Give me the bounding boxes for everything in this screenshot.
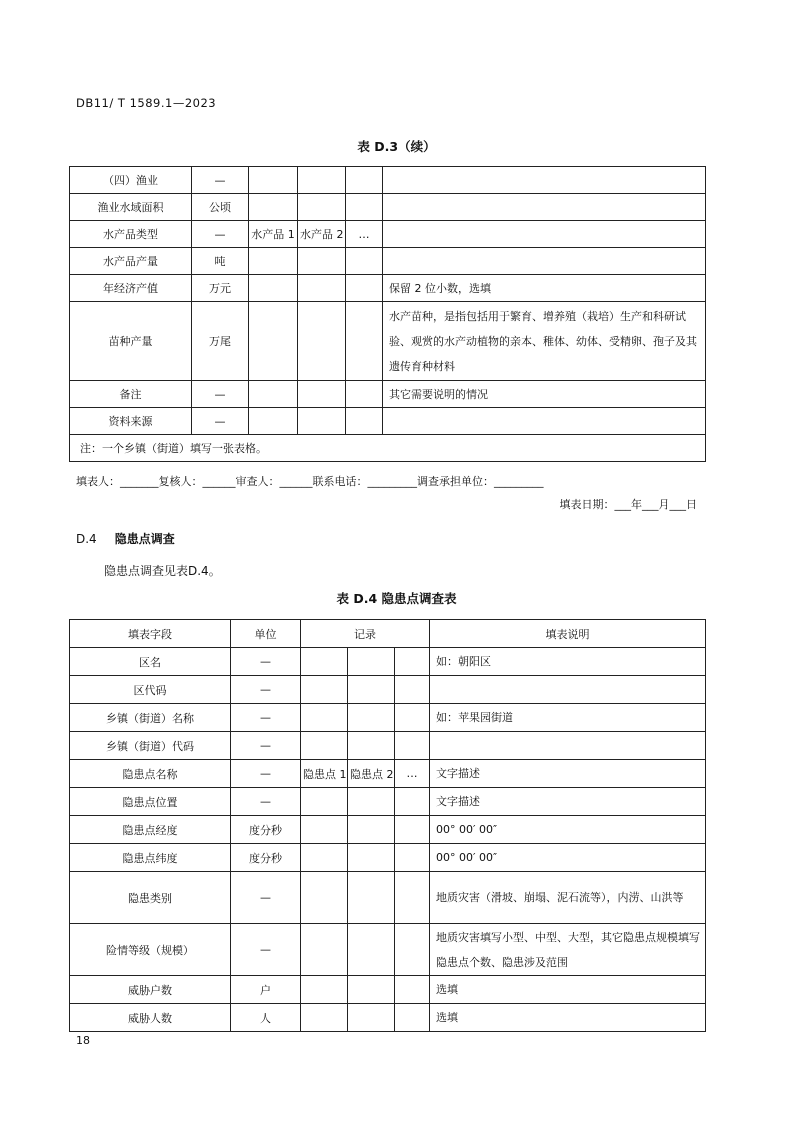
page-number: 18 xyxy=(76,1034,90,1047)
cell-field: 区名 xyxy=(70,648,231,676)
cell-field: 威胁人数 xyxy=(70,1004,231,1032)
cell-r2 xyxy=(348,872,395,924)
cell-field: 水产品产量 xyxy=(70,248,192,275)
header-desc: 填表说明 xyxy=(430,620,706,648)
table-d4-caption: 表 D.4 隐患点调查表 xyxy=(336,591,457,606)
table-row xyxy=(70,924,706,976)
table-row xyxy=(70,381,706,408)
cell-unit: — xyxy=(231,732,301,760)
cell-r3 xyxy=(346,408,383,435)
cell-desc: 如：朝阳区 xyxy=(430,648,706,676)
cell-r3 xyxy=(346,381,383,408)
cell-r2 xyxy=(348,648,395,676)
section-paragraph: 隐患点调查见表D.4。 xyxy=(104,564,221,578)
cell-r2: 隐患点 2 xyxy=(348,760,395,788)
cell-r1 xyxy=(249,381,298,408)
cell-desc xyxy=(383,248,706,275)
cell-desc xyxy=(383,194,706,221)
cell-desc xyxy=(430,676,706,704)
cell-r2 xyxy=(298,194,346,221)
cell-unit: 度分秒 xyxy=(231,844,301,872)
cell-desc xyxy=(383,221,706,248)
cell-unit: — xyxy=(192,408,249,435)
table-row xyxy=(70,844,706,872)
cell-r2 xyxy=(348,732,395,760)
cell-r1 xyxy=(301,648,348,676)
cell-unit: — xyxy=(231,760,301,788)
cell-r3 xyxy=(346,275,383,302)
cell-r3: … xyxy=(346,221,383,248)
cell-field: 渔业水域面积 xyxy=(70,194,192,221)
cell-field: 险情等级（规模） xyxy=(70,924,231,976)
cell-desc: 水产苗种，是指包括用于繁育、增养殖（栽培）生产和科研试验、观赏的水产动植物的亲本、稚体、幼体、受精卵、孢子及其遗传育种材料 xyxy=(383,302,706,381)
cell-desc: 选填 xyxy=(430,976,706,1004)
cell-r3 xyxy=(346,302,383,381)
cell-r1: 隐患点 1 xyxy=(301,760,348,788)
cell-field: 备注 xyxy=(70,381,192,408)
table-row xyxy=(70,788,706,816)
cell-desc: 选填 xyxy=(430,1004,706,1032)
cell-unit: — xyxy=(231,704,301,732)
table-row xyxy=(70,676,706,704)
cell-r3 xyxy=(395,976,430,1004)
cell-unit: — xyxy=(231,872,301,924)
cell-r3 xyxy=(395,732,430,760)
cell-r3 xyxy=(395,844,430,872)
header-field: 填表字段 xyxy=(70,620,231,648)
cell-unit: 吨 xyxy=(192,248,249,275)
cell-desc: 文字描述 xyxy=(430,760,706,788)
cell-field: 隐患点名称 xyxy=(70,760,231,788)
section-number: D.4 xyxy=(76,532,97,546)
cell-unit: 人 xyxy=(231,1004,301,1032)
cell-field: 隐患点位置 xyxy=(70,788,231,816)
cell-field: 年经济产值 xyxy=(70,275,192,302)
cell-r3 xyxy=(395,704,430,732)
cell-unit: — xyxy=(231,648,301,676)
table-row xyxy=(70,976,706,1004)
cell-field: （四）渔业 xyxy=(70,167,192,194)
cell-r3 xyxy=(395,924,430,976)
cell-r2 xyxy=(348,924,395,976)
cell-r1 xyxy=(301,1004,348,1032)
header-record: 记录 xyxy=(301,620,430,648)
cell-desc: 00° 00′ 00″ xyxy=(430,844,706,872)
header-unit: 单位 xyxy=(231,620,301,648)
cell-r3 xyxy=(395,816,430,844)
cell-r2 xyxy=(348,788,395,816)
table-row xyxy=(70,648,706,676)
table-row xyxy=(70,872,706,924)
cell-r1 xyxy=(301,732,348,760)
cell-r1 xyxy=(249,275,298,302)
cell-desc: 00° 00′ 00″ xyxy=(430,816,706,844)
cell-r1 xyxy=(249,408,298,435)
cell-r2 xyxy=(348,816,395,844)
signature-line: 填表人：_______复核人：______审查人：______联系电话：_________调查承担单位：_________ xyxy=(76,475,544,488)
cell-r1: 水产品 1 xyxy=(249,221,298,248)
cell-field: 苗种产量 xyxy=(70,302,192,381)
cell-field: 资料来源 xyxy=(70,408,192,435)
cell-r2 xyxy=(298,275,346,302)
table-row xyxy=(70,275,706,302)
cell-r3 xyxy=(395,676,430,704)
cell-r1 xyxy=(249,302,298,381)
cell-r2 xyxy=(348,704,395,732)
table-row xyxy=(70,704,706,732)
cell-r3 xyxy=(346,194,383,221)
cell-r2 xyxy=(298,248,346,275)
cell-r3 xyxy=(346,248,383,275)
cell-r1 xyxy=(301,844,348,872)
table-row xyxy=(70,167,706,194)
cell-unit: 户 xyxy=(231,976,301,1004)
cell-unit: — xyxy=(231,924,301,976)
cell-desc xyxy=(430,732,706,760)
cell-r1 xyxy=(249,248,298,275)
cell-desc: 其它需要说明的情况 xyxy=(383,381,706,408)
cell-unit: — xyxy=(192,221,249,248)
cell-r1 xyxy=(249,194,298,221)
cell-unit: — xyxy=(231,788,301,816)
cell-r2 xyxy=(348,1004,395,1032)
table-row xyxy=(70,1004,706,1032)
cell-unit: — xyxy=(192,167,249,194)
cell-r3 xyxy=(395,648,430,676)
cell-desc xyxy=(383,167,706,194)
table-row xyxy=(70,194,706,221)
cell-unit: 度分秒 xyxy=(231,816,301,844)
cell-unit: — xyxy=(192,381,249,408)
table-row xyxy=(70,302,706,381)
cell-r2: 水产品 2 xyxy=(298,221,346,248)
cell-desc: 地质灾害填写小型、中型、大型，其它隐患点规模填写隐患点个数、隐患涉及范围 xyxy=(430,924,706,976)
cell-r2 xyxy=(298,302,346,381)
table-d3-caption: 表 D.3（续） xyxy=(357,139,436,154)
cell-unit: 万尾 xyxy=(192,302,249,381)
cell-desc xyxy=(383,408,706,435)
cell-r1 xyxy=(301,704,348,732)
cell-r3 xyxy=(395,1004,430,1032)
cell-unit: — xyxy=(231,676,301,704)
cell-r1 xyxy=(301,676,348,704)
cell-desc: 地质灾害（滑坡、崩塌、泥石流等），内涝、山洪等 xyxy=(430,872,706,924)
cell-r1 xyxy=(301,872,348,924)
cell-r3: … xyxy=(395,760,430,788)
table-row xyxy=(70,816,706,844)
cell-r2 xyxy=(298,167,346,194)
cell-r1 xyxy=(301,788,348,816)
cell-unit: 万元 xyxy=(192,275,249,302)
table-d3 xyxy=(69,166,706,462)
section-title: 隐患点调查 xyxy=(114,532,175,546)
table-row xyxy=(70,248,706,275)
cell-desc: 如：苹果园街道 xyxy=(430,704,706,732)
section-heading xyxy=(76,530,175,547)
table-row xyxy=(70,760,706,788)
cell-r3 xyxy=(395,788,430,816)
cell-field: 隐患点纬度 xyxy=(70,844,231,872)
cell-field: 水产品类型 xyxy=(70,221,192,248)
cell-r2 xyxy=(298,408,346,435)
table-row xyxy=(70,408,706,435)
cell-r1 xyxy=(249,167,298,194)
fill-date: 填表日期：___年___月___日 xyxy=(559,498,697,511)
cell-desc: 文字描述 xyxy=(430,788,706,816)
table-row xyxy=(70,221,706,248)
cell-r1 xyxy=(301,924,348,976)
cell-r2 xyxy=(348,976,395,1004)
table-d3-note: 注：一个乡镇（街道）填写一张表格。 xyxy=(70,435,706,462)
cell-field: 乡镇（街道）名称 xyxy=(70,704,231,732)
cell-field: 隐患点经度 xyxy=(70,816,231,844)
cell-unit: 公顷 xyxy=(192,194,249,221)
cell-r1 xyxy=(301,976,348,1004)
cell-desc: 保留 2 位小数，选填 xyxy=(383,275,706,302)
cell-r3 xyxy=(395,872,430,924)
cell-field: 隐患类别 xyxy=(70,872,231,924)
cell-r2 xyxy=(348,676,395,704)
table-d4-body xyxy=(70,648,706,1032)
cell-r1 xyxy=(301,816,348,844)
cell-field: 区代码 xyxy=(70,676,231,704)
cell-r3 xyxy=(346,167,383,194)
table-d3-body xyxy=(70,167,706,435)
table-d4 xyxy=(69,619,706,1032)
cell-r2 xyxy=(298,381,346,408)
document-code: DB11/ T 1589.1—2023 xyxy=(76,96,217,110)
cell-r2 xyxy=(348,844,395,872)
cell-field: 乡镇（街道）代码 xyxy=(70,732,231,760)
table-row xyxy=(70,732,706,760)
cell-field: 威胁户数 xyxy=(70,976,231,1004)
